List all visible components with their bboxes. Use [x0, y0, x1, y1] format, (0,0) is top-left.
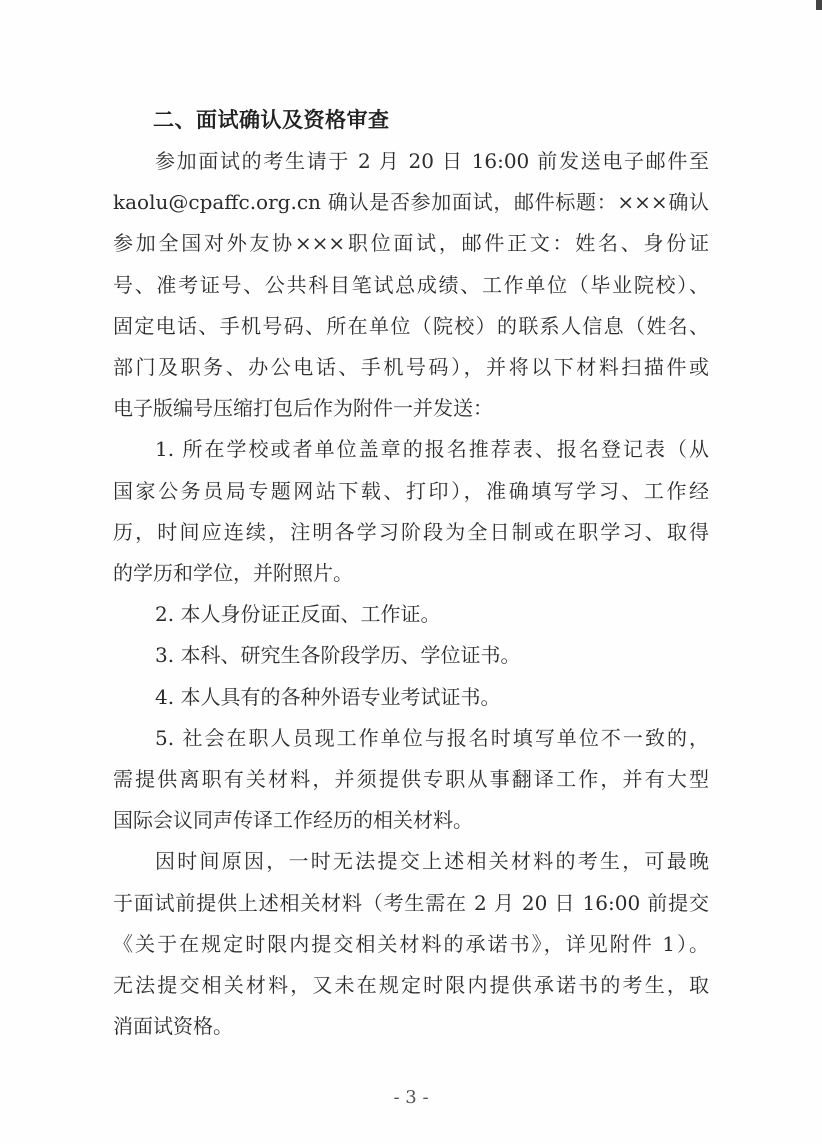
text-line: 1. 所在学校或者单位盖章的报名推荐表、报名登记表（从 — [155, 437, 709, 462]
text-line: 历，时间应连续，注明各学习阶段为全日制或在职学习、取得 — [113, 519, 709, 544]
text-line: 5. 社会在职人员现工作单位与报名时填写单位不一致的， — [155, 725, 709, 750]
text-line: 消面试资格。 — [113, 1014, 233, 1039]
text-line: 因时间原因，一时无法提交上述相关材料的考生，可最晚 — [155, 849, 709, 874]
text-line: kaolu@cpaffc.org.cn 确认是否参加面试，邮件标题：×××确认 — [113, 190, 709, 215]
text-line: 国家公务员局专题网站下载、打印），准确填写学习、工作经 — [113, 478, 709, 503]
section-heading: 二、面试确认及资格审查 — [153, 108, 390, 132]
text-line: 于面试前提供上述相关材料（考生需在 2 月 20 日 16:00 前提交 — [113, 890, 709, 915]
text-line: 号、准考证号、公共科目笔试总成绩、工作单位（毕业院校）、 — [113, 272, 709, 297]
text-line: 4. 本人具有的各种外语专业考试证书。 — [155, 684, 501, 709]
text-line: 电子版编号压缩打包后作为附件一并发送： — [113, 396, 493, 421]
text-line: 固定电话、手机号码、所在单位（院校）的联系人信息（姓名、 — [113, 313, 709, 338]
text-line: 部门及职务、办公电话、手机号码），并将以下材料扫描件或 — [113, 355, 709, 379]
text-line: 需提供离职有关材料，并须提供专职从事翻译工作，并有大型 — [113, 767, 709, 791]
scan-corner-mark — [816, 0, 822, 10]
text-line: 国际会议同声传译工作经历的相关材料。 — [113, 808, 473, 833]
text-line: 《关于在规定时限内提交相关材料的承诺书》，详见附件 1）。 — [113, 931, 709, 956]
page-number: - 3 - — [393, 1087, 429, 1108]
text-line: 无法提交相关材料，又未在规定时限内提供承诺书的考生，取 — [113, 973, 709, 997]
text-line: 参加全国对外友协×××职位面试，邮件正文：姓名、身份证 — [113, 231, 709, 256]
text-line: 3. 本科、研究生各阶段学历、学位证书。 — [155, 643, 521, 668]
text-line: 2. 本人身份证正反面、工作证。 — [155, 602, 441, 627]
text-line: 的学历和学位，并附照片。 — [113, 561, 353, 585]
document-body — [113, 106, 709, 1072]
text-line: 参加面试的考生请于 2 月 20 日 16:00 前发送电子邮件至 — [155, 149, 709, 173]
